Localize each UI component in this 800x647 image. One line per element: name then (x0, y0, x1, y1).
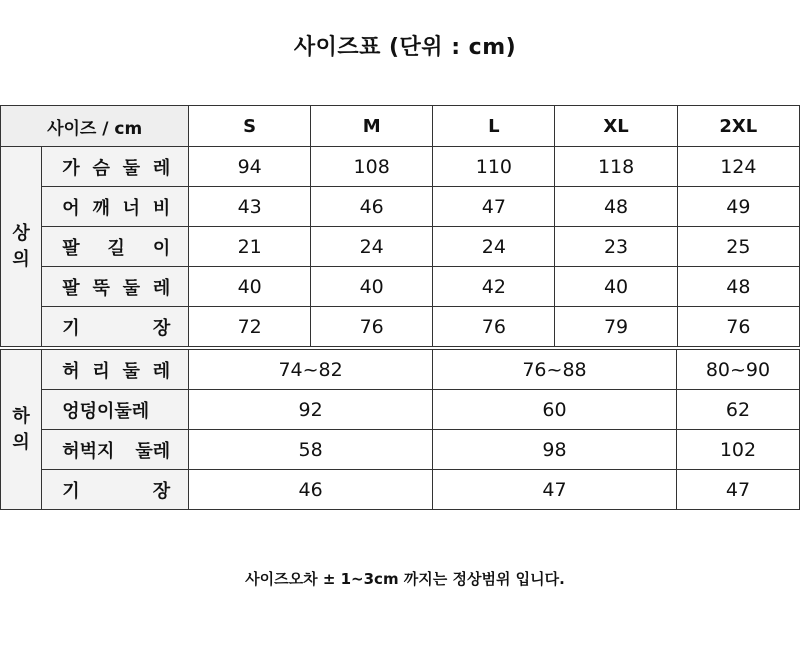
value-cell: 72 (189, 307, 311, 347)
table-row (1, 267, 800, 307)
value-cell: 46 (189, 470, 433, 510)
bottom-group-label (1, 350, 42, 510)
value-cell: 43 (189, 187, 311, 227)
table-row (1, 147, 800, 187)
group-char: 하 (12, 405, 30, 427)
value-cell: 98 (433, 430, 677, 470)
value-cell: 62 (676, 390, 799, 430)
table-row (1, 430, 800, 470)
size-header-cell: 2XL (677, 106, 799, 147)
bottom-size-table (0, 349, 800, 510)
value-cell: 40 (555, 267, 677, 307)
row-label: 가 슴 둘 레 (42, 147, 189, 187)
value-cell: 124 (677, 147, 799, 187)
value-cell: 110 (433, 147, 555, 187)
row-label: 어 깨 너 비 (42, 187, 189, 227)
size-tolerance-note: 사이즈오차 ± 1~3cm 까지는 정상범위 입니다. (245, 570, 565, 588)
top-size-table (0, 105, 800, 347)
value-cell: 23 (555, 227, 677, 267)
value-cell: 48 (555, 187, 677, 227)
size-header-cell: S (189, 106, 311, 147)
value-cell: 76 (677, 307, 799, 347)
value-cell: 102 (676, 430, 799, 470)
value-cell: 47 (433, 470, 677, 510)
value-cell: 76 (433, 307, 555, 347)
row-label: 허 리 둘 레 (42, 350, 189, 390)
value-cell: 79 (555, 307, 677, 347)
size-header-cell: XL (555, 106, 677, 147)
value-cell: 108 (311, 147, 433, 187)
table-row (1, 307, 800, 347)
value-cell: 40 (311, 267, 433, 307)
table-row (1, 390, 800, 430)
table-row (1, 227, 800, 267)
value-cell: 74~82 (189, 350, 433, 390)
row-label: 기 장 (42, 470, 189, 510)
value-cell: 58 (189, 430, 433, 470)
value-cell: 47 (433, 187, 555, 227)
table-row (1, 350, 800, 390)
value-cell: 46 (311, 187, 433, 227)
size-header-cell: M (311, 106, 433, 147)
value-cell: 48 (677, 267, 799, 307)
row-label: 기 장 (42, 307, 189, 347)
value-cell: 21 (189, 227, 311, 267)
value-cell: 118 (555, 147, 677, 187)
value-cell: 60 (433, 390, 677, 430)
value-cell: 24 (433, 227, 555, 267)
value-cell: 92 (189, 390, 433, 430)
size-header-label: 사이즈 / cm (1, 106, 189, 147)
row-label: 허벅지 둘레 (42, 430, 189, 470)
value-cell: 49 (677, 187, 799, 227)
group-char: 의 (12, 248, 30, 270)
row-label: 엉덩이둘레 (42, 390, 189, 430)
row-label: 팔 길 이 (42, 227, 189, 267)
value-cell: 80~90 (676, 350, 799, 390)
size-header-row (1, 106, 800, 147)
table-row (1, 470, 800, 510)
value-cell: 76 (311, 307, 433, 347)
page-title: 사이즈표 (단위 : cm) (293, 35, 517, 60)
value-cell: 94 (189, 147, 311, 187)
group-char: 의 (12, 431, 30, 453)
table-row (1, 187, 800, 227)
value-cell: 40 (189, 267, 311, 307)
row-label: 팔 뚝 둘 레 (42, 267, 189, 307)
value-cell: 24 (311, 227, 433, 267)
group-char: 상 (12, 222, 30, 244)
value-cell: 42 (433, 267, 555, 307)
value-cell: 76~88 (433, 350, 677, 390)
value-cell: 47 (676, 470, 799, 510)
size-header-cell: L (433, 106, 555, 147)
value-cell: 25 (677, 227, 799, 267)
top-group-label (1, 147, 42, 347)
